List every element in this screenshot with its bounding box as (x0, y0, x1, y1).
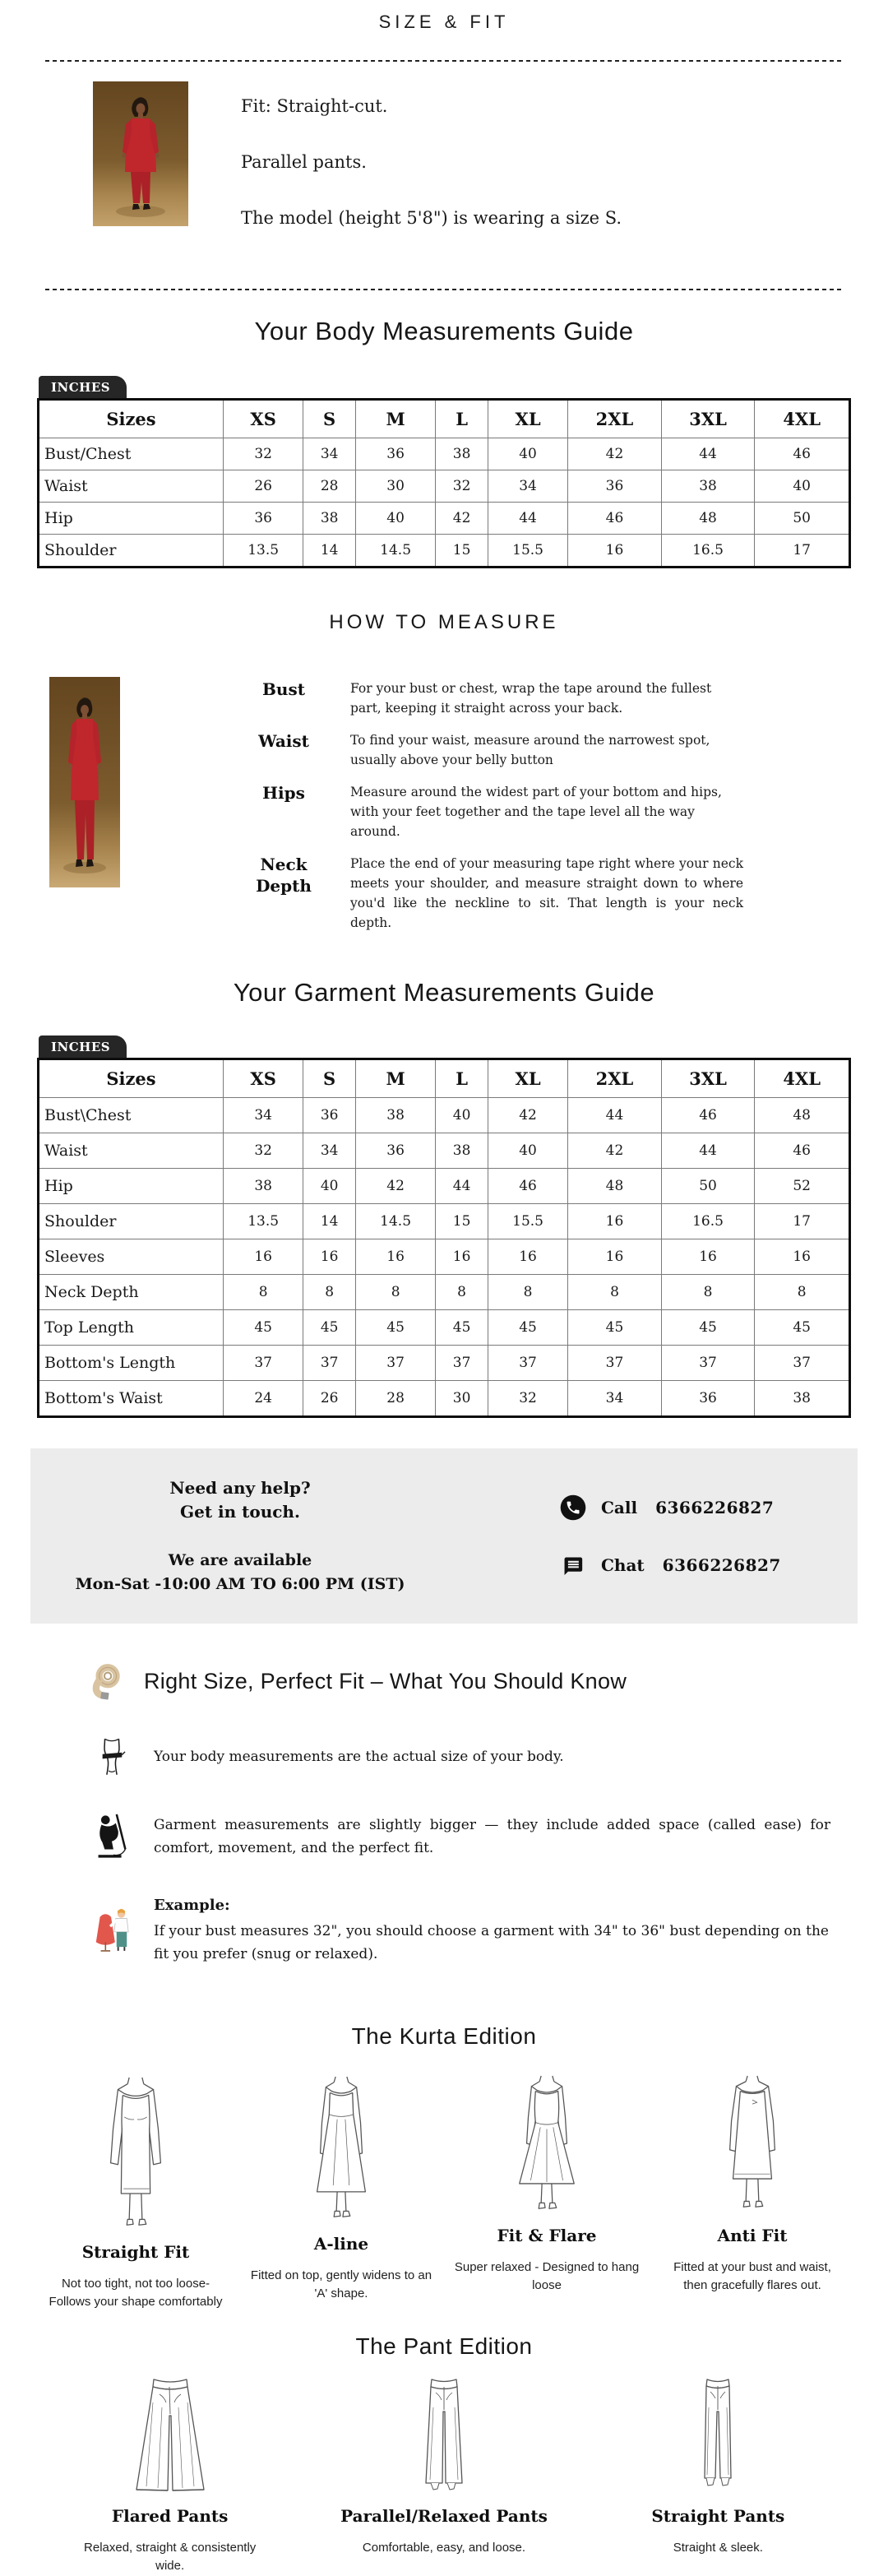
cell-value: 15.5 (488, 535, 567, 568)
fit-knowledge-section (86, 1661, 830, 1966)
table-row (39, 535, 850, 568)
cell-value: 37 (568, 1346, 662, 1381)
cell-value: 16 (224, 1239, 303, 1275)
pant-style-desc: Relaxed, straight & consistently wide. (84, 2540, 257, 2574)
column-header: S (303, 1059, 356, 1098)
kurta-item-a-line (238, 2073, 444, 2312)
cell-value: 8 (661, 1275, 755, 1310)
kurta-style-desc: Not too tight, not too loose-Follows your shape comfortably (49, 2276, 223, 2310)
how-to-measure-heading: HOW TO MEASURE (329, 611, 559, 633)
chat-button[interactable] (558, 1550, 805, 1580)
column-header: M (355, 1059, 435, 1098)
pant-style-name: Flared Pants (111, 2505, 229, 2526)
contact-help-box (30, 1448, 858, 1624)
cell-value: 48 (661, 503, 755, 535)
cell-value: 17 (755, 535, 850, 568)
table-row (39, 1275, 850, 1310)
cell-value: 44 (568, 1098, 662, 1133)
cell-value: 8 (436, 1275, 488, 1310)
cell-value: 45 (661, 1310, 755, 1346)
dashed-divider (45, 289, 843, 290)
cell-value: 45 (755, 1310, 850, 1346)
how-to-measure-section (49, 677, 839, 945)
cell-value: 14.5 (355, 1204, 435, 1239)
measure-item (230, 782, 839, 841)
cell-value: 16 (488, 1239, 567, 1275)
cell-value: 38 (355, 1098, 435, 1133)
pant-item-flared (33, 2374, 307, 2576)
pant-style-desc: Straight & sleek. (673, 2540, 763, 2555)
cell-value: 8 (568, 1275, 662, 1310)
cell-value: 16 (755, 1239, 850, 1275)
cell-value: 37 (436, 1346, 488, 1381)
row-label: Top Length (39, 1310, 224, 1346)
cell-value: 8 (224, 1275, 303, 1310)
table-row (39, 503, 850, 535)
cell-value: 16 (568, 1204, 662, 1239)
pant-grid (33, 2374, 855, 2576)
cell-value: 37 (303, 1346, 356, 1381)
fit-text-block (241, 81, 622, 264)
table-row (39, 1169, 850, 1204)
column-header: XL (488, 1059, 567, 1098)
cell-value: 52 (755, 1169, 850, 1204)
cell-value: 26 (303, 1381, 356, 1417)
kurta-style-desc: Fitted on top, gently widens to an 'A' shape. (250, 2268, 432, 2301)
table-row (39, 1098, 850, 1133)
fit-flare-kurta-illustration (497, 2073, 596, 2217)
kurta-item-anti-fit (650, 2073, 855, 2312)
cell-value: 44 (436, 1169, 488, 1204)
pant-edition-section (0, 2333, 888, 2576)
cell-value: 34 (303, 438, 356, 470)
help-line: Mon-Sat -10:00 AM TO 6:00 PM (IST) (75, 1574, 405, 1593)
cell-value: 44 (661, 438, 755, 470)
cell-value: 16 (355, 1239, 435, 1275)
fitting-example-icon (92, 1906, 132, 1953)
body-guide-heading: Your Body Measurements Guide (254, 317, 634, 345)
pant-item-parallel (307, 2374, 580, 2576)
fit-knowledge-heading-row (86, 1661, 830, 1701)
cell-value: 13.5 (224, 1204, 303, 1239)
cell-value: 8 (755, 1275, 850, 1310)
measure-term: Bust (262, 679, 305, 699)
measurements-table (37, 1058, 851, 1418)
column-header: 3XL (661, 400, 755, 438)
fit-line: Parallel pants. (241, 152, 367, 172)
measure-item (230, 730, 839, 770)
cell-value: 45 (224, 1310, 303, 1346)
kurta-item-fit-flare (444, 2073, 650, 2312)
row-label: Bottom's Length (39, 1346, 224, 1381)
fit-line: The model (height 5'8") is wearing a size S. (241, 208, 622, 228)
table-row (39, 1204, 850, 1239)
call-number: 6366226827 (655, 1497, 775, 1517)
cell-value: 16.5 (661, 535, 755, 568)
cell-value: 14.5 (355, 535, 435, 568)
measure-term: Hips (262, 783, 305, 804)
cell-value: 36 (355, 1133, 435, 1169)
cell-value: 48 (755, 1098, 850, 1133)
kurta-edition-heading: The Kurta Edition (351, 2022, 537, 2049)
cell-value: 37 (755, 1346, 850, 1381)
cell-value: 32 (488, 1381, 567, 1417)
column-header: XL (488, 400, 567, 438)
cell-value: 45 (303, 1310, 356, 1346)
column-header: Sizes (39, 1059, 224, 1098)
knowledge-point-text: Garment measurements are slightly bigger — they include added space (called ease) for comfort, movement, and the perfect fit. (154, 1817, 830, 1857)
column-header: 2XL (568, 1059, 662, 1098)
cell-value: 42 (436, 503, 488, 535)
pant-style-name: Parallel/Relaxed Pants (340, 2505, 548, 2526)
cell-value: 46 (755, 438, 850, 470)
inches-tab[interactable]: INCHES (39, 376, 127, 398)
kurta-style-desc: Super relaxed - Designed to hang loose (454, 2259, 640, 2293)
garment-guide-heading: Your Garment Measurements Guide (233, 978, 655, 1008)
kurta-style-name: Anti Fit (717, 2225, 788, 2245)
table-row (39, 438, 850, 470)
measure-desc: Place the end of your measuring tape right where your neck meets your shoulder, and measure straight down to where you'd like the neckline to sit. That length is your neck depth. (350, 856, 743, 931)
cell-value: 34 (488, 470, 567, 503)
cell-value: 26 (224, 470, 303, 503)
table-row (39, 1381, 850, 1417)
cell-value: 42 (568, 438, 662, 470)
pant-style-desc: Comfortable, easy, and loose. (362, 2540, 526, 2555)
parallel-pants-illustration (395, 2374, 493, 2498)
cell-value: 38 (303, 503, 356, 535)
cell-value: 8 (488, 1275, 567, 1310)
cell-value: 45 (436, 1310, 488, 1346)
a-line-kurta-illustration (292, 2073, 391, 2226)
measure-desc: Measure around the widest part of your bottom and hips, with your feet together and the tape level all the way around. (350, 785, 722, 840)
cell-value: 32 (436, 470, 488, 503)
knowledge-point (86, 1813, 830, 1860)
cell-value: 45 (488, 1310, 567, 1346)
cell-value: 38 (436, 1133, 488, 1169)
kurta-item-straight-fit (33, 2073, 238, 2312)
phone-icon (558, 1493, 588, 1522)
cell-value: 46 (661, 1098, 755, 1133)
measure-desc: For your bust or chest, wrap the tape around the fullest part, keeping it straight across your back. (350, 681, 712, 716)
cell-value: 28 (355, 1381, 435, 1417)
row-label: Neck Depth (39, 1275, 224, 1310)
measure-term: Waist (258, 731, 309, 752)
help-text-block (63, 1476, 417, 1596)
fit-line: Fit: Straight-cut. (241, 96, 388, 116)
column-header: XS (224, 400, 303, 438)
cell-value: 46 (755, 1133, 850, 1169)
tailor-icon (94, 1813, 130, 1860)
chat-label: Chat (601, 1554, 645, 1575)
table-header-row (39, 1059, 850, 1098)
model-photo-full (49, 677, 120, 887)
body-measurements-table-wrap (37, 376, 851, 568)
cell-value: 15 (436, 535, 488, 568)
cell-value: 36 (355, 438, 435, 470)
knowledge-example-text (154, 1893, 830, 1966)
page-title: SIZE & FIT (378, 12, 510, 32)
help-line: Get in touch. (180, 1502, 300, 1522)
kurta-style-name: Straight Fit (81, 2241, 190, 2262)
row-label: Waist (39, 470, 224, 503)
model-photo (93, 81, 188, 226)
cell-value: 15 (436, 1204, 488, 1239)
row-label: Shoulder (39, 535, 224, 568)
help-line: We are available (168, 1551, 312, 1570)
cell-value: 40 (755, 470, 850, 503)
call-label: Call (601, 1497, 638, 1517)
cell-value: 36 (568, 470, 662, 503)
column-header: 2XL (568, 400, 662, 438)
body-measurements-table-host (37, 398, 851, 568)
cell-value: 37 (355, 1346, 435, 1381)
table-row (39, 470, 850, 503)
flared-pants-illustration (117, 2374, 224, 2498)
knowledge-point-text: Your body measurements are the actual size of your body. (154, 1749, 564, 1766)
cell-value: 36 (303, 1098, 356, 1133)
table-row (39, 1346, 850, 1381)
contact-actions (558, 1485, 805, 1588)
cell-value: 16 (568, 1239, 662, 1275)
column-header: L (436, 400, 488, 438)
measure-item (230, 854, 839, 933)
table-row (39, 1133, 850, 1169)
cell-value: 37 (224, 1346, 303, 1381)
cell-value: 40 (436, 1098, 488, 1133)
cell-value: 38 (755, 1381, 850, 1417)
row-label: Hip (39, 1169, 224, 1204)
cell-value: 16 (436, 1239, 488, 1275)
cell-value: 30 (436, 1381, 488, 1417)
cell-value: 16 (303, 1239, 356, 1275)
table-row (39, 1239, 850, 1275)
cell-value: 16 (661, 1239, 755, 1275)
cell-value: 38 (661, 470, 755, 503)
row-label: Bottom's Waist (39, 1381, 224, 1417)
cell-value: 42 (488, 1098, 567, 1133)
measure-term: Neck Depth (256, 855, 312, 897)
measure-items (230, 677, 839, 945)
row-label: Bust\Chest (39, 1098, 224, 1133)
cell-value: 13.5 (224, 535, 303, 568)
cell-value: 37 (661, 1346, 755, 1381)
cell-value: 36 (224, 503, 303, 535)
kurta-style-name: A-line (313, 2233, 369, 2254)
cell-value: 40 (303, 1169, 356, 1204)
knowledge-point (86, 1735, 830, 1778)
cell-value: 38 (436, 438, 488, 470)
cell-value: 24 (224, 1381, 303, 1417)
row-label: Sleeves (39, 1239, 224, 1275)
cell-value: 16.5 (661, 1204, 755, 1239)
help-line: Need any help? (169, 1478, 311, 1499)
cell-value: 36 (661, 1381, 755, 1417)
column-header: 3XL (661, 1059, 755, 1098)
cell-value: 42 (355, 1169, 435, 1204)
kurta-style-name: Fit & Flare (497, 2225, 597, 2245)
cell-value: 14 (303, 535, 356, 568)
measuring-tape-icon (86, 1661, 126, 1701)
measure-item (230, 679, 839, 718)
straight-pants-illustration (673, 2374, 763, 2498)
cell-value: 42 (568, 1133, 662, 1169)
cell-value: 40 (488, 1133, 567, 1169)
row-label: Bust/Chest (39, 438, 224, 470)
measure-desc: To find your waist, measure around the narrowest spot, usually above your belly button (350, 733, 710, 768)
cell-value: 37 (488, 1346, 567, 1381)
cell-value: 40 (355, 503, 435, 535)
cell-value: 50 (661, 1169, 755, 1204)
row-label: Shoulder (39, 1204, 224, 1239)
column-header: 4XL (755, 1059, 850, 1098)
cell-value: 8 (303, 1275, 356, 1310)
kurta-edition-section (0, 2023, 888, 2312)
example-label: Example: (154, 1897, 230, 1915)
table-header-row (39, 400, 850, 438)
pant-style-name: Straight Pants (651, 2505, 785, 2526)
column-header: XS (224, 1059, 303, 1098)
fit-knowledge-heading: Right Size, Perfect Fit – What You Should Know (144, 1668, 627, 1693)
column-header: M (355, 400, 435, 438)
cell-value: 32 (224, 1133, 303, 1169)
cell-value: 34 (303, 1133, 356, 1169)
chat-icon (558, 1550, 588, 1580)
cell-value: 38 (224, 1169, 303, 1204)
inches-tab[interactable]: INCHES (39, 1035, 127, 1058)
pant-item-straight (581, 2374, 855, 2576)
garment-measurements-table-host (37, 1058, 851, 1418)
table-row (39, 1310, 850, 1346)
column-header: L (436, 1059, 488, 1098)
body-measurement-icon (98, 1735, 126, 1778)
cell-value: 44 (661, 1133, 755, 1169)
column-header: Sizes (39, 400, 224, 438)
cell-value: 16 (568, 535, 662, 568)
column-header: 4XL (755, 400, 850, 438)
pant-edition-heading: The Pant Edition (355, 2333, 533, 2359)
cell-value: 45 (568, 1310, 662, 1346)
cell-value: 45 (355, 1310, 435, 1346)
kurta-grid (33, 2073, 855, 2312)
example-text: If your bust measures 32", you should choose a garment with 34" to 36" bust depending on the fit you prefer (snug or relaxed). (154, 1922, 829, 1962)
cell-value: 17 (755, 1204, 850, 1239)
cell-value: 8 (355, 1275, 435, 1310)
straight-fit-kurta-illustration (86, 2073, 185, 2234)
measurements-table (37, 398, 851, 568)
cell-value: 34 (224, 1098, 303, 1133)
cell-value: 32 (224, 438, 303, 470)
cell-value: 48 (568, 1169, 662, 1204)
call-button[interactable] (558, 1493, 805, 1522)
fit-summary-section (0, 62, 888, 264)
row-label: Hip (39, 503, 224, 535)
cell-value: 46 (488, 1169, 567, 1204)
row-label: Waist (39, 1133, 224, 1169)
cell-value: 15.5 (488, 1204, 567, 1239)
knowledge-example (86, 1893, 830, 1966)
anti-fit-kurta-illustration (703, 2073, 802, 2217)
cell-value: 14 (303, 1204, 356, 1239)
cell-value: 30 (355, 470, 435, 503)
cell-value: 46 (568, 503, 662, 535)
cell-value: 40 (488, 438, 567, 470)
garment-measurements-table-wrap (37, 1035, 851, 1418)
kurta-style-desc: Fitted at your bust and waist, then gracefully flares out. (673, 2259, 831, 2293)
cell-value: 50 (755, 503, 850, 535)
column-header: S (303, 400, 356, 438)
cell-value: 34 (568, 1381, 662, 1417)
chat-number: 6366226827 (662, 1554, 781, 1575)
cell-value: 28 (303, 470, 356, 503)
cell-value: 44 (488, 503, 567, 535)
